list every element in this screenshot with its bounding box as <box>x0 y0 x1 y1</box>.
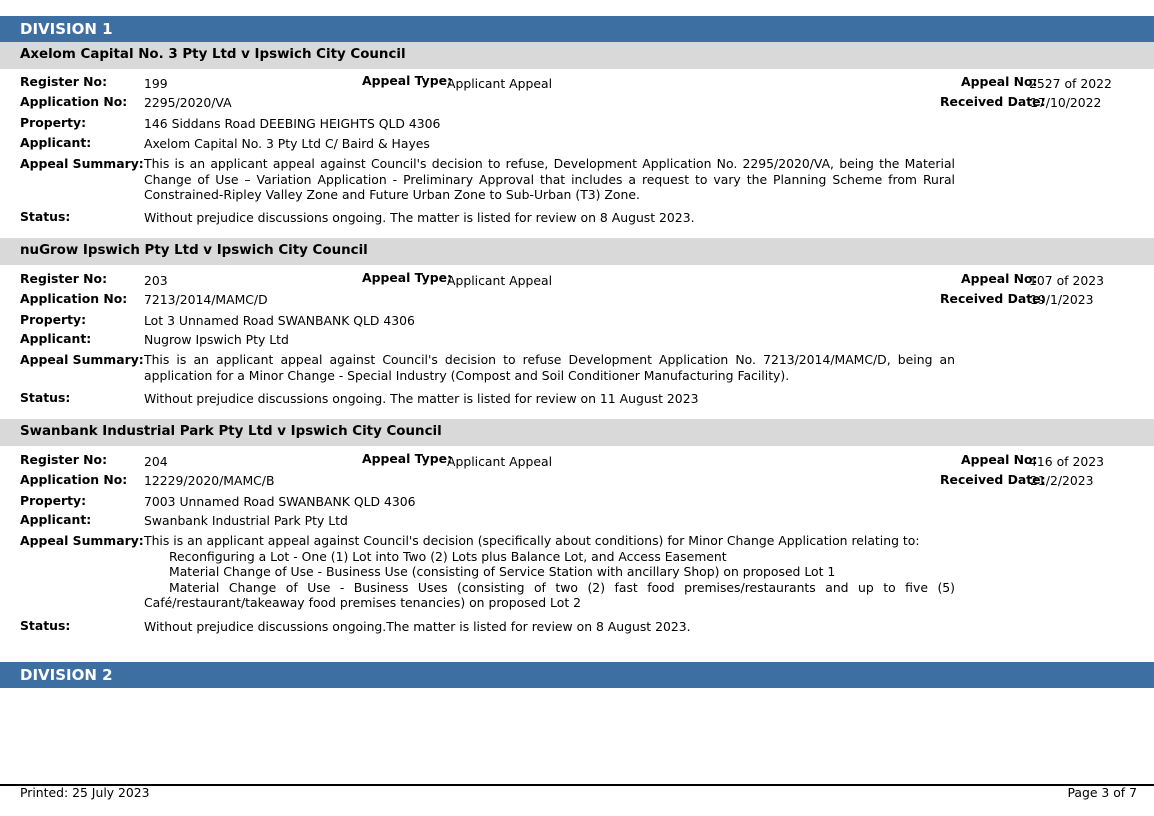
applicant-value: Swanbank Industrial Park Pty Ltd <box>144 513 348 528</box>
case-title-bar <box>0 419 1154 446</box>
property-value: Lot 3 Unnamed Road SWANBANK QLD 4306 <box>144 313 415 328</box>
division-title: DIVISION 2 <box>20 666 113 684</box>
status-value: Without prejudice discussions ongoing. The matter is listed for review on 11 August 2023 <box>144 391 699 406</box>
applicant-value: Axelom Capital No. 3 Pty Ltd C/ Baird & Hayes <box>144 136 430 151</box>
status-value: Without prejudice discussions ongoing. The matter is listed for review on 8 August 2023. <box>144 210 695 225</box>
summary-item: Material Change of Use - Business Use (consisting of Service Station with ancillary Shop) on proposed Lot 1 <box>169 564 836 579</box>
register-no-label: Register No: <box>20 271 108 286</box>
summary-item: Material Change of Use - Business Uses (consisting of two (2) fast food premises/restaurants and up to five (5) Café/restaurant/takeaway food premises tenancies) on proposed Lot 2 <box>144 579 955 610</box>
appeal-type-value: Applicant Appeal <box>447 273 553 288</box>
appeal-summary-text <box>144 533 955 611</box>
footer-divider <box>0 784 1154 786</box>
appeal-no-label: Appeal No: <box>961 452 1038 467</box>
summary-item: Reconfiguring a Lot - One (1) Lot into Two (2) Lots plus Balance Lot, and Access Easement <box>169 548 727 564</box>
appeal-type-value: Applicant Appeal <box>447 454 553 469</box>
property-label: Property: <box>20 115 87 130</box>
applicant-label: Applicant: <box>20 512 92 527</box>
applicant-label: Applicant: <box>20 135 92 150</box>
status-label: Status: <box>20 390 71 405</box>
status-label: Status: <box>20 209 71 224</box>
case-title: Axelom Capital No. 3 Pty Ltd v Ipswich City Council <box>20 47 406 62</box>
appeal-type-label: Appeal Type: <box>362 73 452 88</box>
appeal-no-label: Appeal No: <box>961 271 1038 286</box>
received-date-label: Received Date: <box>940 472 1046 487</box>
applicant-value: Nugrow Ipswich Pty Ltd <box>144 332 289 347</box>
appeal-summary-label: Appeal Summary: <box>20 156 144 171</box>
received-date-value: 17/10/2022 <box>1030 95 1102 110</box>
register-no-value: 199 <box>144 76 168 91</box>
appeal-summary-label: Appeal Summary: <box>20 533 144 548</box>
register-no-label: Register No: <box>20 452 108 467</box>
appeal-type-label: Appeal Type: <box>362 270 452 285</box>
applicant-label: Applicant: <box>20 331 92 346</box>
status-value: Without prejudice discussions ongoing.The matter is listed for review on 8 August 2023. <box>144 619 691 634</box>
status-label: Status: <box>20 618 71 633</box>
case-title-bar <box>0 238 1154 265</box>
property-label: Property: <box>20 493 87 508</box>
application-no-value: 12229/2020/MAMC/B <box>144 473 275 488</box>
received-date-label: Received Date: <box>940 291 1046 306</box>
case-title: Swanbank Industrial Park Pty Ltd v Ipswich City Council <box>20 424 442 439</box>
received-date-value: 21/2/2023 <box>1030 473 1094 488</box>
page-number: Page 3 of 7 <box>1067 785 1137 800</box>
application-no-label: Application No: <box>20 94 128 109</box>
property-value: 7003 Unnamed Road SWANBANK QLD 4306 <box>144 494 416 509</box>
division-title: DIVISION 1 <box>20 20 113 38</box>
application-no-value: 2295/2020/VA <box>144 95 232 110</box>
received-date-label: Received Date: <box>940 94 1046 109</box>
property-value: 146 Siddans Road DEEBING HEIGHTS QLD 4306 <box>144 116 441 131</box>
appeal-type-value: Applicant Appeal <box>447 76 553 91</box>
application-no-value: 7213/2014/MAMC/D <box>144 292 268 307</box>
register-no-label: Register No: <box>20 74 108 89</box>
division-header <box>0 662 1154 688</box>
case-title-bar <box>0 42 1154 69</box>
appeal-no-label: Appeal No: <box>961 74 1038 89</box>
division-header <box>0 16 1154 42</box>
appeal-summary-text: This is an applicant appeal against Council's decision to refuse, Development Application No. 2295/2020/VA, being the Material Change of Use – Variation Application - Preliminary Approval that includes a request to vary the Planning Scheme from Rural Constrained-Ripley Valley Zone and Future Urban Zone to Sub-Urban (T3) Zone. <box>144 156 955 202</box>
printed-date: Printed: 25 July 2023 <box>20 785 150 800</box>
application-no-label: Application No: <box>20 291 128 306</box>
appeal-no-value: 416 of 2023 <box>1029 454 1105 469</box>
summary-intro: This is an applicant appeal against Council's decision (specifically about conditions) for Minor Change Application relating to: <box>144 533 920 548</box>
register-no-value: 204 <box>144 454 168 469</box>
appeal-summary-label: Appeal Summary: <box>20 352 144 367</box>
appeal-summary-text: This is an applicant appeal against Council's decision to refuse Development Application No. 7213/2014/MAMC/D, being an application for a Minor Change - Special Industry (Compost and Soil Conditioner Manufacturing Facility). <box>144 352 955 383</box>
appeal-type-label: Appeal Type: <box>362 451 452 466</box>
case-title: nuGrow Ipswich Pty Ltd v Ipswich City Council <box>20 243 368 258</box>
received-date-value: 19/1/2023 <box>1030 292 1094 307</box>
register-no-value: 203 <box>144 273 168 288</box>
property-label: Property: <box>20 312 87 327</box>
appeal-no-value: 2527 of 2022 <box>1029 76 1112 91</box>
appeal-no-value: 107 of 2023 <box>1029 273 1105 288</box>
application-no-label: Application No: <box>20 472 128 487</box>
